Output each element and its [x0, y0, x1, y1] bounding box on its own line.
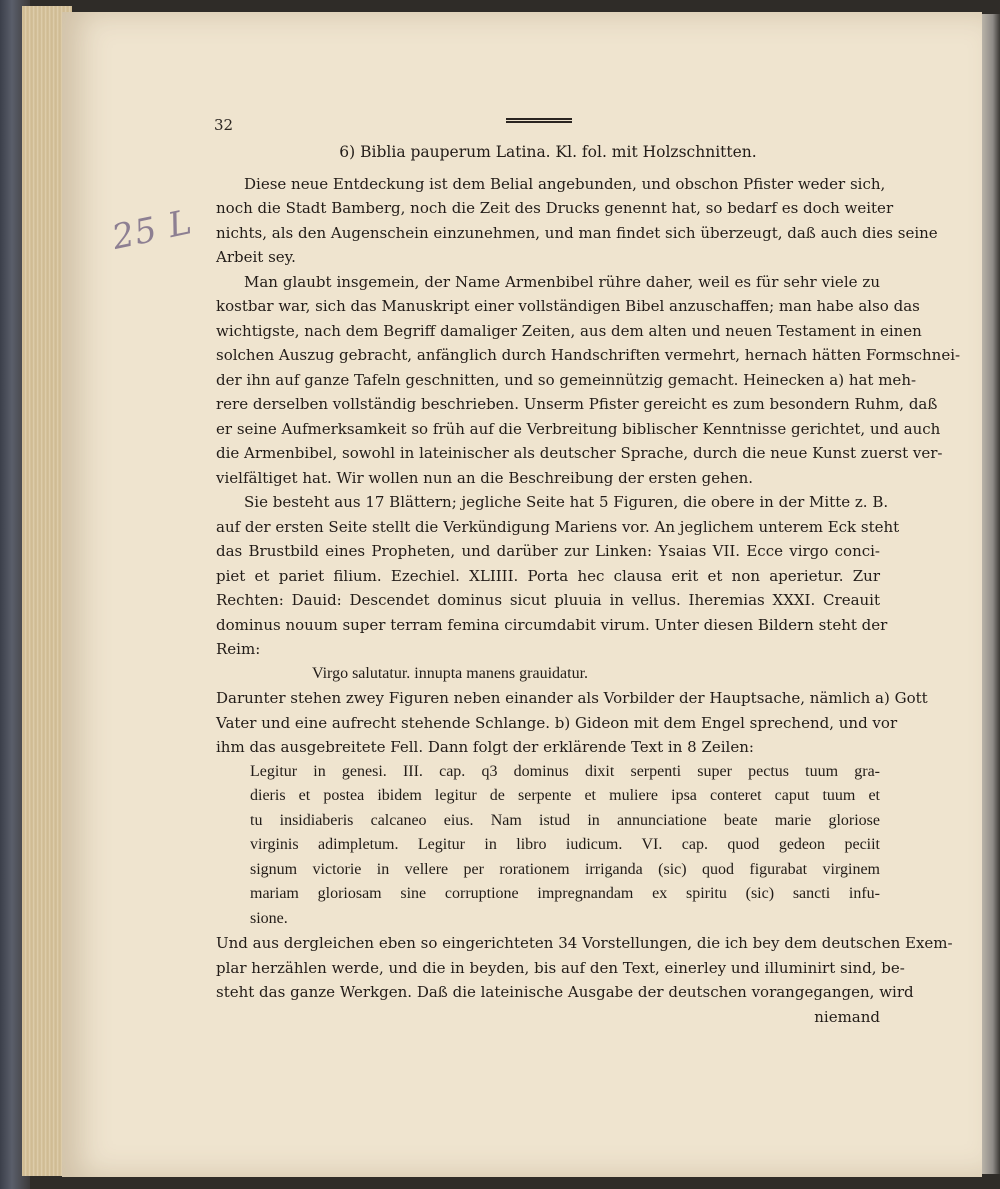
- quote-line: dieris et postea ibidem legitur de serpente et muliere ipsa conteret caput tuum et: [250, 787, 880, 804]
- text-line: Reim:: [216, 640, 261, 658]
- text-line: auf der ersten Seite stellt die Verkündigung Mariens vor. An jeglichem unterem Eck steht: [216, 517, 900, 536]
- paragraph-5: [216, 931, 953, 1005]
- paragraph-3: [216, 490, 900, 662]
- header-rule: [506, 118, 572, 123]
- quote-line: sione.: [250, 909, 288, 927]
- text-line: vielfältiget hat. Wir wollen nun an die Beschreibung der ersten gehen.: [216, 468, 754, 487]
- paragraph-4: [216, 686, 928, 760]
- text-line: piet et pariet filium. Ezechiel. XLIIII. Porta hec clausa erit et non aperietur. Zur: [216, 566, 880, 585]
- section-heading: 6) Biblia pauperum Latina. Kl. fol. mit Holzschnitten.: [339, 143, 757, 161]
- page-number: 32: [214, 116, 234, 134]
- text-line: solchen Auszug gebracht, anfänglich durch Handschriften vermehrt, hernach hätten Formschnei-: [216, 346, 961, 364]
- text-line: die Armenbibel, sowohl in lateinischer als deutscher Sprache, durch die neue Kunst zuerst ver-: [216, 444, 943, 462]
- text-line: wichtigste, nach dem Begriff damaliger Zeiten, aus dem alten und neuen Testament in einen: [216, 321, 922, 340]
- handwritten-marginal-note: 25 L: [108, 202, 196, 258]
- latin-quotation: [216, 760, 880, 932]
- quote-line: mariam gloriosam sine corruptione impregnandam ex spiritu (sic) sancti infu-: [250, 885, 880, 902]
- text-line: nichts, als den Augenschein einzunehmen, und man findet sich überzeugt, daß auch dies seine: [216, 223, 938, 242]
- quote-line: virginis adimpletum. Legitur in libro iudicum. VI. cap. quod gedeon peciit: [250, 836, 880, 853]
- text-line: steht das ganze Werkgen. Daß die lateinische Ausgabe der deutschen vorangegangen, wird: [216, 983, 914, 1001]
- catchword: niemand: [814, 1007, 880, 1026]
- text-line: Diese neue Entdeckung ist dem Belial angebunden, und obschon Pfister weder sich,: [244, 174, 886, 193]
- text-line: Sie besteht aus 17 Blättern; jegliche Seite hat 5 Figuren, die obere in der Mitte z. B.: [244, 493, 889, 511]
- text-line: das Brustbild eines Propheten, und darüber zur Linken: Ysaias VII. Ecce virgo conci-: [216, 542, 880, 560]
- verse-line: Virgo salutatur. innupta manens grauidatur.: [312, 664, 589, 682]
- text-line: Darunter stehen zwey Figuren neben einander als Vorbilder der Hauptsache, nämlich a) Gott: [216, 689, 928, 707]
- quote-line: signum victorie in vellere per rorationem irriganda (sic) quod figurabat virginem: [250, 860, 880, 878]
- text-line: ihm das ausgebreitete Fell. Dann folgt der erklärende Text in 8 Zeilen:: [216, 738, 754, 756]
- text-line: kostbar war, sich das Manuskript einer vollständigen Bibel anzuschaffen; man habe also das: [216, 297, 920, 315]
- text-line: noch die Stadt Bamberg, noch die Zeit des Drucks genennt hat, so bedarf es doch weiter: [216, 199, 894, 217]
- text-line: Und aus dergleichen eben so eingerichteten 34 Vorstellungen, die ich bey dem deutschen Exem-: [216, 934, 953, 952]
- text-line: Man glaubt insgemein, der Name Armenbibel rühre daher, weil es für sehr viele zu: [244, 272, 880, 291]
- paragraph-2: [216, 270, 961, 491]
- text-line: dominus nouum super terram femina circumdabit virum. Unter diesen Bildern steht der: [216, 615, 888, 634]
- text-line: Arbeit sey.: [216, 248, 296, 266]
- page-right-edge: [982, 14, 1000, 1174]
- text-line: er seine Aufmerksamkeit so früh auf die Verbreitung biblischer Kenntnisse gerichtet, und auch: [216, 419, 941, 438]
- page-text: [216, 140, 961, 1029]
- text-line: Vater und eine aufrecht stehende Schlange. b) Gideon mit dem Engel sprechend, und vor: [216, 713, 898, 732]
- text-line: plar herzählen werde, und die in beyden, bis auf den Text, einerley und illuminirt sind, be-: [216, 958, 905, 977]
- quote-line: tu insidiaberis calcaneo eius. Nam istud in annunciatione beate marie gloriose: [250, 811, 880, 829]
- paragraph-1: [216, 172, 938, 270]
- text-line: der ihn auf ganze Tafeln geschnitten, und so gemeinnützig gemacht. Heinecken a) hat meh-: [216, 370, 917, 389]
- quote-line: Legitur in genesi. III. cap. q3 dominus dixit serpenti super pectus tuum gra-: [250, 762, 880, 780]
- text-line: Rechten: Dauid: Descendet dominus sicut pluuia in vellus. Iheremias XXXI. Creauit: [216, 591, 880, 609]
- text-line: rere derselben vollständig beschrieben. Unserm Pfister gereicht es zum besondern Ruhm, daß: [216, 395, 938, 413]
